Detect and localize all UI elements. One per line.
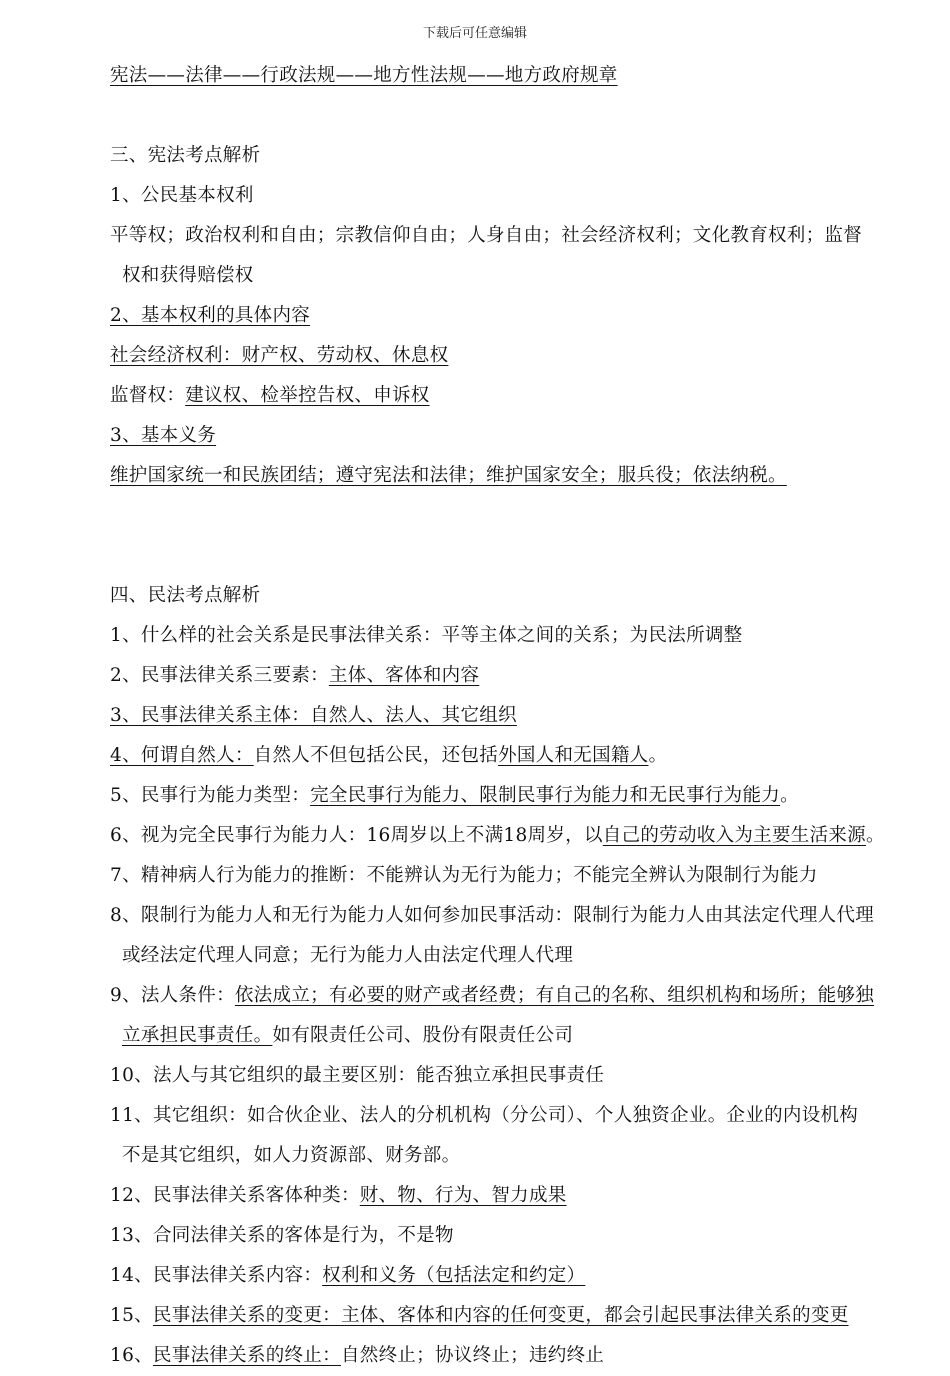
text-line (110, 336, 900, 376)
underlined-text: 依法成立；有必要的财产或者经费；有自己的名称、组织机构和场所；能够独 (234, 985, 875, 1006)
text-line (110, 1216, 900, 1256)
underlined-text: 完全民事行为能力、限制民事行为能力和无民事行为能力 (310, 785, 781, 806)
underlined-text: 权利和义务（包括法定和约定） (322, 1265, 586, 1286)
text-line (110, 216, 900, 256)
text-line (110, 1336, 900, 1376)
text-segment: 9、法人条件： (110, 985, 235, 1006)
text-line (110, 816, 900, 856)
text-segment: 10、法人与其它组织的最主要区别：能否独立承担民事责任 (110, 1065, 605, 1086)
text-line (110, 656, 900, 696)
text-line-continuation (110, 936, 900, 976)
underlined-text: 主体、客体和内容 (328, 665, 480, 686)
text-line (110, 416, 900, 456)
text-line (110, 856, 900, 896)
blank-line (110, 496, 900, 536)
text-line (110, 776, 900, 816)
text-segment: 5、民事行为能力类型： (110, 785, 311, 806)
text-segment: 如有限责任公司、股份有限责任公司 (272, 1025, 574, 1046)
text-line-continuation (110, 1016, 900, 1056)
text-line (110, 576, 900, 616)
text-line (110, 1176, 900, 1216)
text-line (110, 976, 900, 1016)
text-line (110, 1096, 900, 1136)
text-segment: 12、民事法律关系客体种类： (110, 1185, 360, 1206)
underlined-text: 社会经济权利：财产权、劳动权、休息权 (110, 345, 449, 366)
text-line-continuation (110, 256, 900, 296)
underlined-text: 外国人和无国籍人 (498, 745, 649, 766)
text-segment: 7、精神病人行为能力的推断：不能辨认为无行为能力；不能完全辨认为限制行为能力 (110, 865, 818, 886)
underlined-text: 自己的劳动收入为主要生活来源 (602, 825, 866, 846)
text-segment: 6、视为完全民事行为能力人：16周岁以上不满18周岁，以 (110, 825, 603, 846)
text-segment: 三、宪法考点解析 (110, 145, 261, 166)
text-segment: 8、限制行为能力人和无行为能力人如何参加民事活动：限制行为能力人由其法定代理人代理 (110, 905, 875, 926)
underlined-text: 2、基本权利的具体内容 (110, 305, 311, 326)
text-segment: 监督权： (110, 385, 186, 406)
text-segment: 。 (865, 825, 885, 846)
blank-line (110, 536, 900, 576)
text-segment: 2、民事法律关系三要素： (110, 665, 329, 686)
text-segment: 。 (648, 745, 668, 766)
underlined-text: 建议权、检举控告权、申诉权 (185, 385, 430, 406)
blank-line (110, 96, 900, 136)
text-line-continuation (110, 1136, 900, 1176)
text-line (110, 736, 900, 776)
text-line (110, 456, 900, 496)
text-line (110, 1056, 900, 1096)
underlined-text: 财、物、行为、智力成果 (359, 1185, 567, 1206)
underlined-text: 宪法——法律——行政法规——地方性法规——地方政府规章 (110, 65, 618, 86)
text-segment: 。 (780, 785, 799, 806)
text-segment: 不是其它组织，如人力资源部、财务部。 (122, 1145, 461, 1166)
underlined-text: 维护国家统一和民族团结；遵守宪法和法律；维护国家安全；服兵役；依法纳税。 (110, 465, 787, 486)
text-segment: 16、 (110, 1345, 153, 1366)
text-segment: 自然人不但包括公民，还包括 (253, 745, 499, 766)
text-line (110, 896, 900, 936)
text-segment: 权和获得赔偿权 (122, 265, 254, 286)
underlined-text: 3、基本义务 (110, 425, 217, 446)
text-segment: 四、民法考点解析 (110, 585, 261, 606)
text-segment: 或经法定代理人同意；无行为能力人由法定代理人代理 (122, 945, 574, 966)
text-segment: 1、公民基本权利 (110, 185, 254, 206)
text-line (110, 296, 900, 336)
text-segment: 11、其它组织：如合伙企业、法人的分机机构（分公司）、个人独资企业。企业的内设机构 (110, 1105, 859, 1126)
text-line (110, 696, 900, 736)
underlined-text: 立承担民事责任。 (122, 1025, 273, 1046)
text-segment: 自然终止；协议终止；违约终止 (340, 1345, 605, 1366)
text-segment: 13、合同法律关系的客体是行为，不是物 (110, 1225, 454, 1246)
page-header: 下载后可任意编辑 (422, 26, 527, 41)
text-line (110, 616, 900, 656)
text-line (110, 376, 900, 416)
underlined-text: 民事法律关系的变更：主体、客体和内容的任何变更，都会引起民事法律关系的变更 (152, 1305, 849, 1326)
text-line (110, 136, 900, 176)
text-segment: 1、什么样的社会关系是民事法律关系：平等主体之间的关系；为民法所调整 (110, 625, 743, 646)
text-segment: 平等权；政治权利和自由；宗教信仰自由；人身自由；社会经济权利；文化教育权利；监督 (110, 225, 863, 246)
text-line (110, 1296, 900, 1336)
underlined-text: 民事法律关系的终止： (152, 1345, 341, 1366)
text-line (110, 56, 900, 96)
underlined-text: 3、民事法律关系主体：自然人、法人、其它组织 (110, 705, 517, 726)
underlined-text: 4、何谓自然人： (110, 745, 254, 766)
text-line (110, 1256, 900, 1296)
text-segment: 15、 (110, 1305, 153, 1326)
text-segment: 14、民事法律关系内容： (110, 1265, 323, 1286)
text-line (110, 176, 900, 216)
document-body (110, 56, 900, 1376)
